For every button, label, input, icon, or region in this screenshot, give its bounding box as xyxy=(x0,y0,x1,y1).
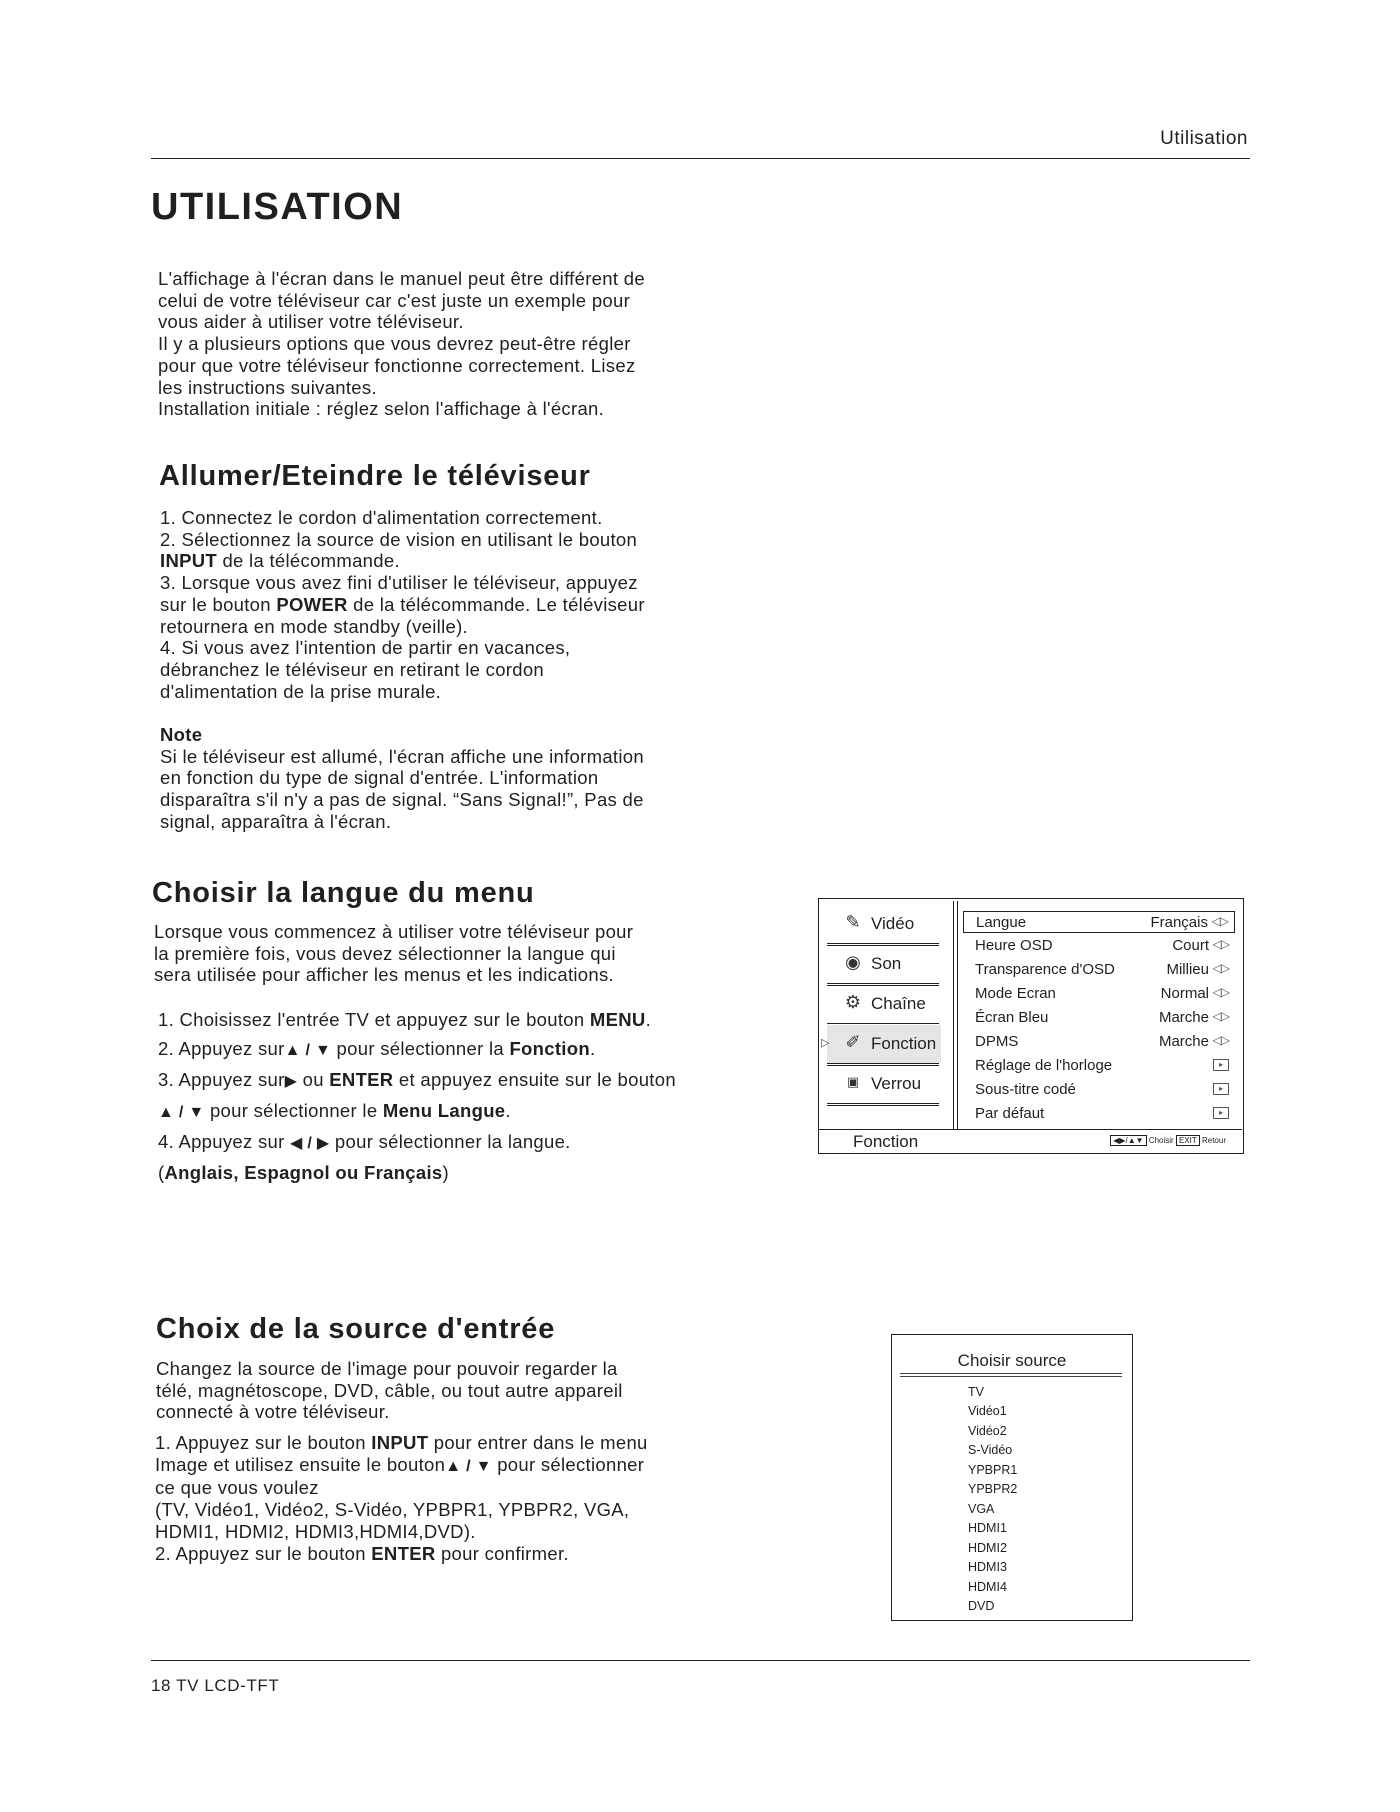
power-keyword: POWER xyxy=(276,593,348,615)
intro-line: Il y a plusieurs options que vous devrez peut-être régler xyxy=(158,333,631,355)
source-intro xyxy=(156,1358,623,1423)
page-footer: 18 TV LCD-TFT xyxy=(151,1676,280,1695)
source-intro-line: Changez la source de l'image pour pouvoir regarder la xyxy=(156,1358,618,1379)
osd-row-par-defaut[interactable]: Par défaut ▸ xyxy=(963,1103,1235,1125)
up-down-arrows-icon: ▲ / ▼ xyxy=(445,1457,492,1475)
osd-footer xyxy=(819,1129,1242,1154)
language-step: 4. Appuyez sur ◀ / ▶ pour sélectionner la langue. xyxy=(158,1131,571,1152)
osd-row-dpms[interactable]: DPMS Marche ◁▷ xyxy=(975,1033,1229,1050)
source-option[interactable]: DVD xyxy=(968,1599,995,1613)
osd-key-hint: ◀▶/▲▼ Choisir EXIT Retour xyxy=(1110,1136,1226,1145)
speaker-icon: ◉ xyxy=(845,952,861,972)
exit-key: EXIT xyxy=(1176,1135,1200,1146)
source-step: Image et utilisez ensuite le bouton▲ / ▼ pour sélectionner xyxy=(155,1453,645,1475)
header-rule xyxy=(151,158,1250,159)
source-option[interactable]: YPBPR2 xyxy=(968,1482,1018,1496)
left-right-arrows-icon: ◁▷ xyxy=(1211,914,1228,928)
intro-line: L'affichage à l'écran dans le manuel peut être différent de xyxy=(158,268,645,289)
source-option[interactable]: Vidéo2 xyxy=(968,1424,1007,1438)
power-line: 1. Connectez le cordon d'alimentation correctement. xyxy=(160,507,603,528)
language-steps xyxy=(158,1005,676,1187)
intro-line: celui de votre téléviseur car c'est juste un exemple pour xyxy=(158,289,631,311)
enter-icon: ▸ xyxy=(1213,1059,1229,1071)
left-right-arrows-icon: ◁▷ xyxy=(1212,1009,1229,1023)
osd-row-ecran-bleu[interactable]: Écran Bleu Marche ◁▷ xyxy=(975,1009,1229,1026)
source-option[interactable]: S-Vidéo xyxy=(968,1443,1013,1457)
video-icon: ✎ xyxy=(845,912,861,932)
power-line: d'alimentation de la prise murale. xyxy=(160,680,442,702)
intro-paragraph xyxy=(158,268,645,420)
selection-pointer-icon: ▷ xyxy=(821,1037,830,1049)
note-line: signal, apparaîtra à l'écran. xyxy=(160,810,392,832)
power-heading: Allumer/Eteindre le téléviseur xyxy=(159,460,591,492)
note-line: Si le téléviseur est allumé, l'écran affiche une information xyxy=(160,745,644,767)
osd-sidebar-item-son[interactable]: ◉ Son xyxy=(827,945,941,983)
language-step: 2. Appuyez sur▲ / ▼ pour sélectionner la Fonction. xyxy=(158,1038,596,1059)
function-icon: ✐ xyxy=(845,1032,861,1052)
source-option[interactable]: VGA xyxy=(968,1502,995,1516)
osd-sidebar-item-verrou[interactable]: ▣ Verrou xyxy=(827,1065,941,1103)
source-steps xyxy=(155,1432,648,1564)
source-heading: Choix de la source d'entrée xyxy=(156,1313,556,1345)
right-arrow-icon: ▶ xyxy=(284,1073,298,1090)
osd-row-langue[interactable]: Langue Français ◁▷ xyxy=(963,911,1235,933)
note-line: en fonction du type de signal d'entrée. L'information xyxy=(160,767,599,789)
note-block xyxy=(160,724,644,833)
up-down-arrows-icon: ▲ / ▼ xyxy=(284,1042,332,1059)
osd-sidebar-item-video[interactable]: ✎ Vidéo xyxy=(827,905,941,943)
osd-footer-title: Fonction xyxy=(853,1132,919,1151)
source-option[interactable]: HDMI1 xyxy=(968,1521,1007,1535)
language-intro-line: Lorsque vous commencez à utiliser votre téléviseur pour xyxy=(154,921,634,942)
power-line: 3. Lorsque vous avez fini d'utiliser le téléviseur, appuyez xyxy=(160,572,638,594)
note-line: disparaîtra s'il n'y a pas de signal. “Sans Signal!”, Pas de xyxy=(160,789,644,811)
source-option[interactable]: Vidéo1 xyxy=(968,1404,1007,1418)
osd-row-mode-ecran[interactable]: Mode Ecran Normal ◁▷ xyxy=(975,985,1229,1002)
left-right-arrows-icon: ◁▷ xyxy=(1212,937,1229,951)
left-right-arrows-icon: ◀ / ▶ xyxy=(290,1135,330,1152)
up-down-arrows-icon: ▲ / ▼ xyxy=(158,1104,205,1121)
language-step: 1. Choisissez l'entrée TV et appuyez sur le bouton MENU. xyxy=(158,1009,652,1030)
choose-source-divider xyxy=(900,1373,1122,1377)
source-option[interactable]: HDMI2 xyxy=(968,1541,1007,1555)
source-step: 2. Appuyez sur le bouton ENTER pour confirmer. xyxy=(155,1542,569,1564)
osd-sidebar-item-chaine[interactable]: ⚙ Chaîne xyxy=(827,985,941,1023)
language-step: (Anglais, Espagnol ou Français) xyxy=(158,1162,449,1183)
power-instructions xyxy=(160,507,645,702)
page-title: UTILISATION xyxy=(151,186,404,228)
power-line: 2. Sélectionnez la source de vision en utilisant le bouton xyxy=(160,528,638,550)
footer-rule xyxy=(151,1660,1250,1661)
source-intro-line: télé, magnétoscope, DVD, câble, ou tout autre appareil xyxy=(156,1379,623,1401)
source-option[interactable]: HDMI4 xyxy=(968,1580,1007,1594)
channel-icon: ⚙ xyxy=(844,992,862,1012)
intro-line: pour que votre téléviseur fonctionne correctement. Lisez xyxy=(158,354,636,376)
language-step: ▲ / ▼ pour sélectionner le Menu Langue. xyxy=(158,1100,511,1121)
source-intro-line: connecté à votre téléviseur. xyxy=(156,1401,390,1423)
left-right-arrows-icon: ◁▷ xyxy=(1212,985,1229,999)
running-header: Utilisation xyxy=(1160,128,1248,149)
source-option[interactable]: YPBPR1 xyxy=(968,1463,1018,1477)
intro-line: Installation initiale : réglez selon l'affichage à l'écran. xyxy=(158,398,605,420)
source-option[interactable]: HDMI3 xyxy=(968,1560,1007,1574)
power-line: 4. Si vous avez l'intention de partir en vacances, xyxy=(160,637,571,659)
osd-row-sous-titre[interactable]: Sous-titre codé ▸ xyxy=(963,1079,1235,1101)
osd-row-reglage-horloge[interactable]: Réglage de l'horloge ▸ xyxy=(963,1055,1235,1077)
input-keyword: INPUT xyxy=(160,550,217,572)
language-step: 3. Appuyez sur▶ ou ENTER et appuyez ensuite sur le bouton xyxy=(158,1069,676,1090)
left-right-arrows-icon: ◁▷ xyxy=(1212,1033,1229,1047)
intro-line: vous aider à utiliser votre téléviseur. xyxy=(158,311,464,333)
osd-divider xyxy=(953,901,958,1129)
choose-source-menu xyxy=(891,1334,1133,1621)
note-label: Note xyxy=(160,724,203,745)
enter-icon: ▸ xyxy=(1213,1107,1229,1119)
power-line: retournera en mode standby (veille). xyxy=(160,615,468,637)
source-step: ce que vous voulez xyxy=(155,1477,319,1499)
osd-row-transparence[interactable]: Transparence d'OSD Millieu ◁▷ xyxy=(975,961,1229,978)
intro-line: les instructions suivantes. xyxy=(158,376,377,398)
source-option[interactable]: TV xyxy=(968,1385,984,1399)
language-intro-line: la première fois, vous devez sélectionner la langue qui xyxy=(154,942,616,964)
power-line: INPUT de la télécommande. xyxy=(160,550,400,572)
enter-icon: ▸ xyxy=(1213,1083,1229,1095)
osd-row-heure-osd[interactable]: Heure OSD Court ◁▷ xyxy=(975,937,1229,954)
lock-icon: ▣ xyxy=(846,1074,860,1089)
choose-source-title: Choisir source xyxy=(957,1351,1067,1370)
language-intro-line: sera utilisée pour afficher les menus et les indications. xyxy=(154,964,614,986)
language-intro xyxy=(154,921,633,986)
osd-function-menu xyxy=(818,898,1244,1154)
power-line: sur le bouton POWER de la télécommande. Le téléviseur xyxy=(160,593,645,615)
left-right-arrows-icon: ◁▷ xyxy=(1212,961,1229,975)
power-line: débranchez le téléviseur en retirant le cordon xyxy=(160,658,545,680)
language-heading: Choisir la langue du menu xyxy=(152,877,535,909)
nav-keys-icon: ◀▶/▲▼ xyxy=(1110,1135,1146,1146)
source-step: (TV, Vidéo1, Vidéo2, S-Vidéo, YPBPR1, YPBPR2, VGA, xyxy=(155,1499,630,1521)
source-step: 1. Appuyez sur le bouton INPUT pour entrer dans le menu xyxy=(155,1432,648,1453)
osd-sidebar-item-fonction[interactable]: ▷ ✐ Fonction xyxy=(827,1025,941,1063)
source-step: HDMI1, HDMI2, HDMI3,HDMI4,DVD). xyxy=(155,1520,476,1542)
